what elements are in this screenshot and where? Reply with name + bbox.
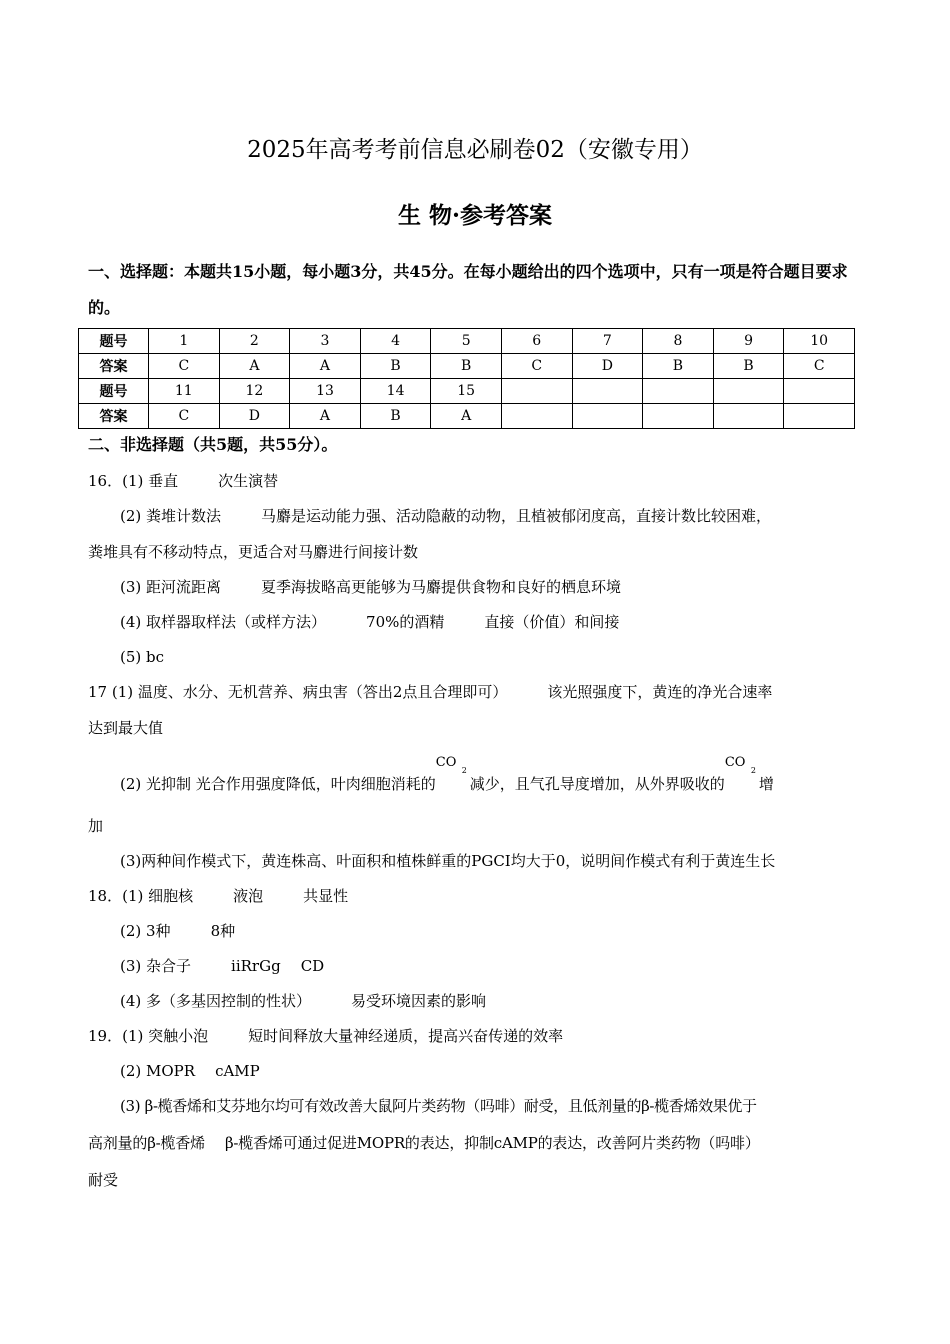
- question-number: 13: [290, 379, 361, 404]
- answer-text: 8种: [210, 922, 236, 940]
- q18-line-1: [88, 884, 348, 908]
- answer-text: 夏季海拔略高更能够为马麝提供食物和良好的栖息环境: [261, 578, 622, 596]
- answer-text: 直接（价值）和间接: [484, 613, 620, 631]
- answer-text: 17 (1) 温度、水分、无机营养、病虫害（答出2点且合理即可）: [88, 683, 508, 701]
- section2-heading: 二、非选择题（共5题，共55分）。: [88, 435, 338, 454]
- answer-cell: B: [713, 354, 784, 379]
- page-title: 2025年高考考前信息必刷卷02（安徽专用）: [247, 137, 703, 163]
- answer-text: 增: [758, 775, 774, 793]
- q16-line-3: 粪堆具有不移动特点，更适合对马麝进行间接计数: [88, 543, 419, 561]
- q19-line-4: [88, 1131, 760, 1155]
- question-number: 1: [149, 329, 220, 354]
- question-number: [501, 379, 572, 404]
- answer-cell: A: [290, 354, 361, 379]
- answer-text: 液泡: [233, 887, 264, 905]
- answer-text: 19．(1) 突触小泡: [88, 1027, 209, 1045]
- answer-text: (2) 粪堆计数法: [120, 507, 222, 525]
- question-number: 12: [219, 379, 290, 404]
- question-number: 9: [713, 329, 784, 354]
- answer-text: 易受环境因素的影响: [351, 992, 487, 1010]
- q17-line-4: 加: [88, 817, 104, 835]
- answer-cell: C: [149, 404, 220, 429]
- answer-text: 18．(1) 细胞核: [88, 887, 194, 905]
- question-number: 4: [360, 329, 431, 354]
- answer-cell: A: [431, 404, 502, 429]
- answer-cell: C: [149, 354, 220, 379]
- answer-table: [78, 328, 855, 429]
- answer-text: β-榄香烯可通过促进MOPR的表达，抑制cAMP的表达，改善阿片类药物（吗啡）: [224, 1134, 760, 1152]
- answer-text: CD: [300, 957, 325, 975]
- answer-cell: B: [643, 354, 714, 379]
- table-row: [79, 354, 855, 379]
- answer-cell: [501, 404, 572, 429]
- row-label: 题号: [79, 329, 149, 354]
- answer-text: (2) 光抑制 光合作用强度降低，叶肉细胞消耗的: [120, 775, 436, 793]
- answer-text: 70%的酒精: [366, 613, 445, 631]
- q16-line-5: [120, 610, 619, 634]
- q17-line-2: 达到最大值: [88, 719, 164, 737]
- section1-heading: 一、选择题：本题共15小题，每小题3分，共45分。在每小题给出的四个选项中，只有一项是符合题目要求的。: [88, 262, 848, 317]
- answer-text: 短时间释放大量神经递质，提高兴奋传递的效率: [248, 1027, 564, 1045]
- answer-text: 马麝是运动能力强、活动隐蔽的动物，且植被郁闭度高，直接计数比较困难，: [261, 507, 772, 525]
- answer-text: 共显性: [303, 887, 349, 905]
- answer-text: (2) MOPR: [120, 1062, 196, 1080]
- question-number: 15: [431, 379, 502, 404]
- q17-line-3: [120, 755, 774, 796]
- answer-text: cAMP: [215, 1062, 260, 1080]
- q19-line-3: (3) β-榄香烯和艾芬地尔均可有效改善大鼠阿片类药物（吗啡）耐受，且低剂量的β-榄香烯效果优于: [120, 1097, 757, 1115]
- answer-text: 该光照强度下，黄连的净光合速率: [547, 683, 773, 701]
- question-number: 10: [784, 329, 855, 354]
- q18-line-2: [120, 919, 235, 943]
- question-number: 14: [360, 379, 431, 404]
- answer-cell: B: [360, 404, 431, 429]
- q19-line-1: [88, 1024, 563, 1048]
- answer-cell: [572, 404, 643, 429]
- q19-line-2: [120, 1059, 260, 1083]
- q16-line-6: (5) bc: [120, 648, 165, 666]
- table-row: [79, 404, 855, 429]
- answer-text: (3) 杂合子: [120, 957, 192, 975]
- table-row: [79, 329, 855, 354]
- q19-line-5: 耐受: [88, 1171, 119, 1189]
- question-number: [572, 379, 643, 404]
- answer-cell: B: [431, 354, 502, 379]
- question-number: 11: [149, 379, 220, 404]
- question-number: 8: [643, 329, 714, 354]
- answer-text: (2) 3种: [120, 922, 171, 940]
- answer-text: 次生演替: [218, 472, 279, 490]
- question-number: 3: [290, 329, 361, 354]
- q18-line-3: [120, 954, 324, 978]
- row-label: 题号: [79, 379, 149, 404]
- question-number: [784, 379, 855, 404]
- answer-cell: C: [501, 354, 572, 379]
- q17-line-1: [88, 680, 772, 704]
- answer-text: iiRrGg: [231, 957, 281, 975]
- answer-cell: C: [784, 354, 855, 379]
- row-label: 答案: [79, 354, 149, 379]
- question-number: [643, 379, 714, 404]
- answer-cell: A: [219, 354, 290, 379]
- answer-cell: [643, 404, 714, 429]
- answer-cell: A: [290, 404, 361, 429]
- answer-cell: [713, 404, 784, 429]
- row-label: 答案: [79, 404, 149, 429]
- answer-text: (3) 距河流距离: [120, 578, 222, 596]
- answer-text: 高剂量的β-榄香烯: [88, 1134, 205, 1152]
- question-number: [713, 379, 784, 404]
- question-number: 6: [501, 329, 572, 354]
- answer-cell: [784, 404, 855, 429]
- answer-text: (4) 取样器取样法（或样方法）: [120, 613, 327, 631]
- answer-text: (4) 多（多基因控制的性状）: [120, 992, 312, 1010]
- co2-formula: CO 2: [724, 755, 756, 775]
- table-row: [79, 379, 855, 404]
- co2-formula: CO 2: [435, 755, 467, 775]
- answer-text: 16．(1) 垂直: [88, 472, 179, 490]
- page-subtitle: 生 物·参考答案: [397, 202, 552, 229]
- question-number: 7: [572, 329, 643, 354]
- q17-line-5: (3)两种间作模式下，黄连株高、叶面积和植株鲜重的PGCI均大于0，说明间作模式有利于黄连生长: [120, 852, 776, 870]
- answer-cell: D: [219, 404, 290, 429]
- q18-line-4: [120, 989, 486, 1013]
- question-number: 2: [219, 329, 290, 354]
- q16-line-2: [120, 504, 771, 528]
- q16-line-1: [88, 469, 278, 493]
- answer-cell: B: [360, 354, 431, 379]
- q16-line-4: [120, 575, 621, 599]
- question-number: 5: [431, 329, 502, 354]
- answer-text: 减少，且气孔导度增加，从外界吸收的: [469, 775, 725, 793]
- answer-cell: D: [572, 354, 643, 379]
